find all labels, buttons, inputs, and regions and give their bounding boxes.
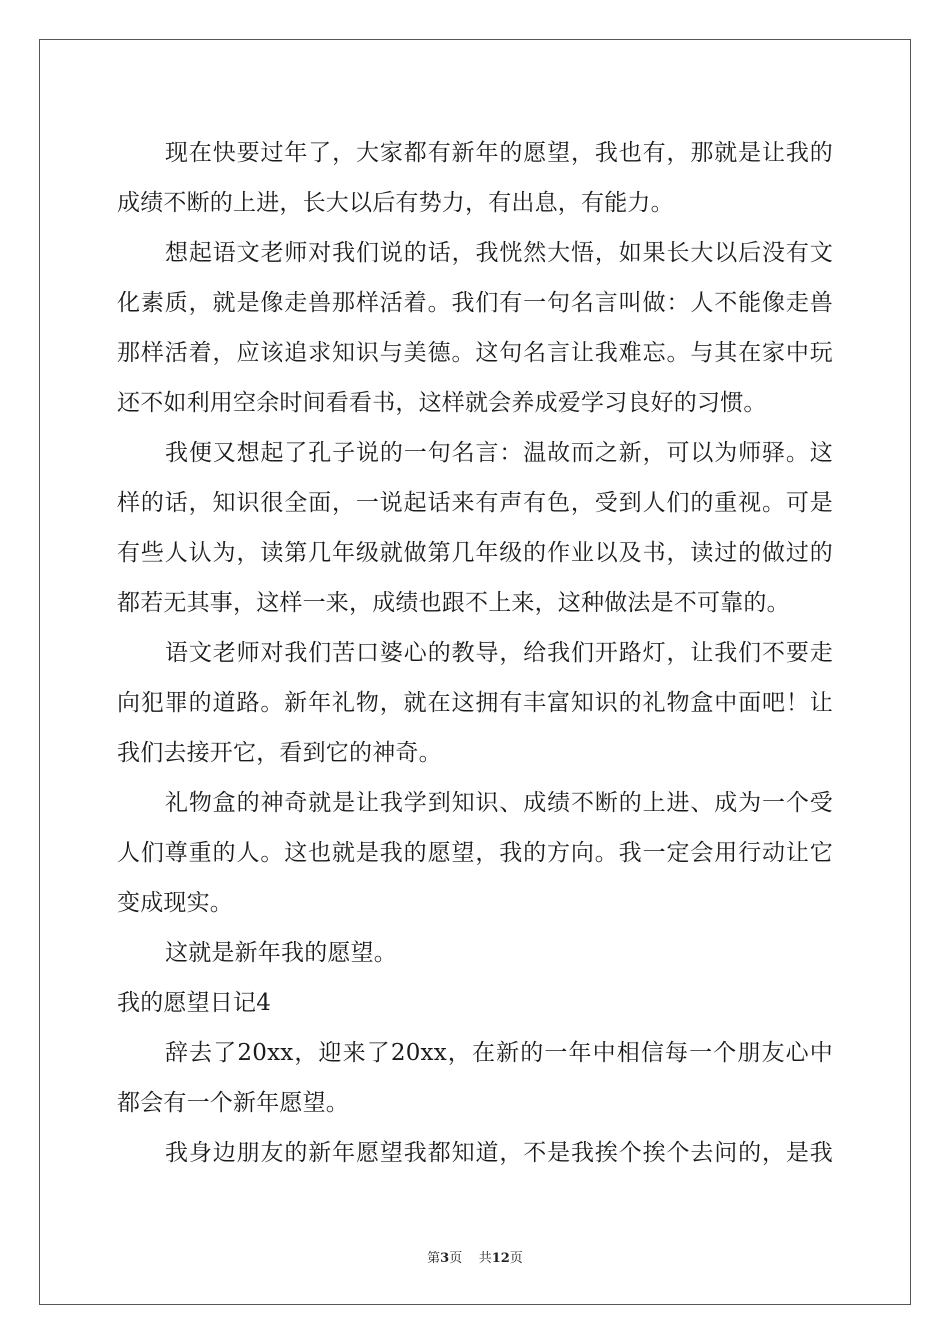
section-heading: 我的愿望日记4 xyxy=(117,990,272,1016)
paragraph-line: 那样活着，应该追求知识与美德。这句名言让我难忘。与其在家中玩 xyxy=(117,340,833,366)
total-suffix: 页 xyxy=(509,1251,523,1266)
total-prefix: 共 xyxy=(478,1251,492,1266)
paragraph-line: 化素质，就是像走兽那样活着。我们有一句名言叫做：人不能像走兽 xyxy=(117,290,833,316)
paragraph-line: 我们去接开它，看到它的神奇。 xyxy=(117,740,442,766)
page-suffix: 页 xyxy=(449,1251,463,1266)
total-pages: 12 xyxy=(491,1251,510,1266)
paragraph-line: 有些人认为，读第几年级就做第几年级的作业以及书，读过的做过的 xyxy=(117,540,833,566)
page-footer xyxy=(0,1247,950,1266)
paragraph-line: 都若无其事，这样一来，成绩也跟不上来，这种做法是不可靠的。 xyxy=(117,590,790,616)
paragraph-line: 都会有一个新年愿望。 xyxy=(117,1090,349,1116)
paragraph-line: 变成现实。 xyxy=(117,890,233,916)
paragraph-line: 语文老师对我们苦口婆心的教导，给我们开路灯，让我们不要走 xyxy=(165,640,833,666)
paragraph-line: 向犯罪的道路。新年礼物，就在这拥有丰富知识的礼物盒中面吧！让 xyxy=(117,690,833,716)
page-number: 3 xyxy=(440,1251,450,1266)
page-prefix: 第 xyxy=(427,1251,441,1266)
paragraph-line: 这就是新年我的愿望。 xyxy=(165,940,397,966)
paragraph-line: 想起语文老师对我们说的话，我恍然大悟，如果长大以后没有文 xyxy=(165,240,833,266)
paragraph-line: 人们尊重的人。这也就是我的愿望，我的方向。我一定会用行动让它 xyxy=(117,840,833,866)
paragraph-line: 现在快要过年了，大家都有新年的愿望，我也有，那就是让我的 xyxy=(165,140,833,166)
paragraph-line: 我身边朋友的新年愿望我都知道，不是我挨个挨个去问的，是我 xyxy=(165,1140,833,1166)
paragraph-line: 我便又想起了孔子说的一句名言：温故而之新，可以为师驿。这 xyxy=(165,440,833,466)
paragraph-line: 样的话，知识很全面，一说起话来有声有色，受到人们的重视。可是 xyxy=(117,490,833,516)
paragraph-line: 礼物盒的神奇就是让我学到知识、成绩不断的上进、成为一个受 xyxy=(165,790,833,816)
document-body xyxy=(117,128,833,1178)
paragraph-line: 成绩不断的上进，长大以后有势力，有出息，有能力。 xyxy=(117,190,674,216)
paragraph-line: 还不如利用空余时间看看书，这样就会养成爱学习良好的习惯。 xyxy=(117,390,767,416)
paragraph-line: 辞去了20xx，迎来了20xx，在新的一年中相信每一个朋友心中 xyxy=(165,1040,833,1066)
